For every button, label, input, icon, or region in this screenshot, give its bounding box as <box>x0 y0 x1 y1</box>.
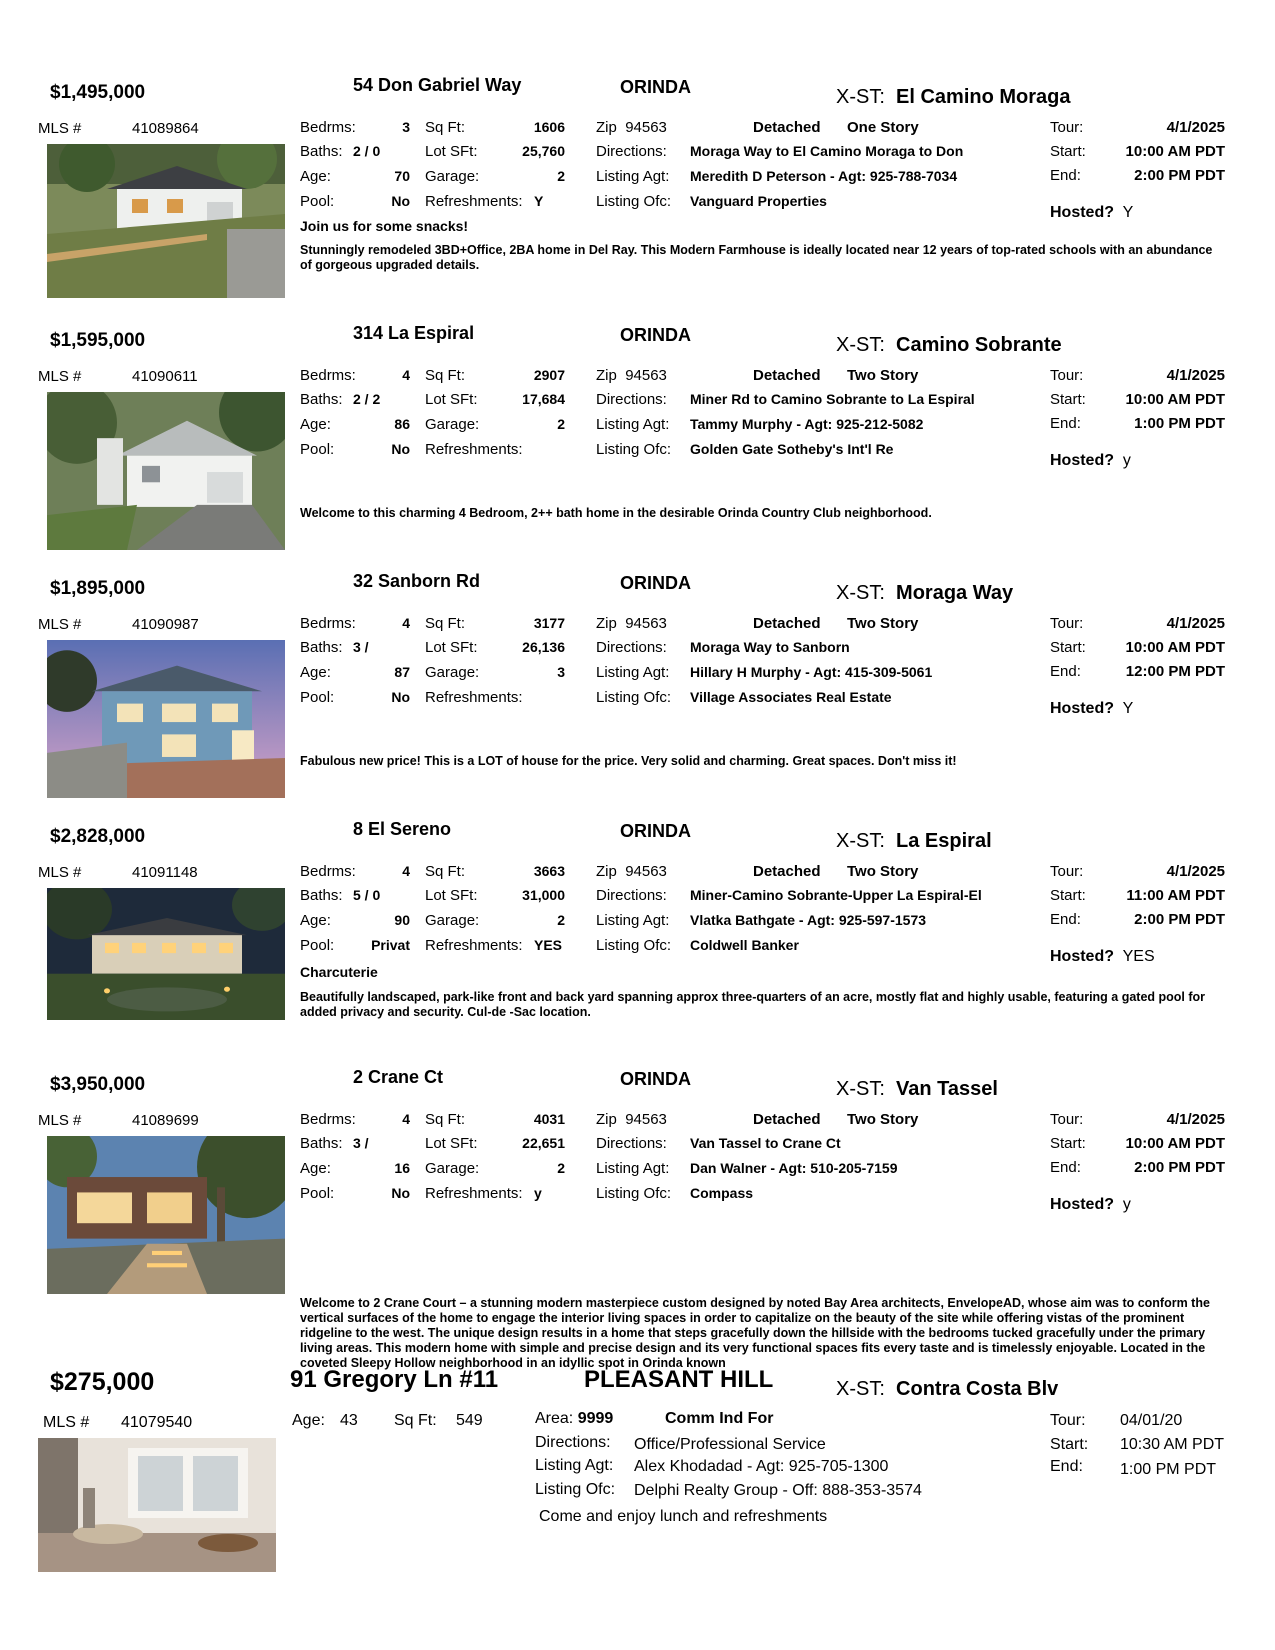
hosted <box>1050 204 1133 222</box>
listing-price: $1,595,000 <box>50 330 146 351</box>
listing-address: 91 Gregory Ln #11 <box>290 1366 499 1393</box>
start-value: 10:00 AM PDT <box>1125 639 1225 656</box>
end-value: 12:00 PM PDT <box>1125 663 1225 680</box>
age-label: Age: <box>300 1160 331 1177</box>
zip-label: Zip 94563 <box>596 367 667 384</box>
directions-label: Directions: <box>596 1135 667 1152</box>
open-house-note: Charcuterie <box>300 964 378 980</box>
tour-label: Tour: <box>1050 367 1084 384</box>
listing-office-value: Village Associates Real Estate <box>690 689 892 705</box>
zip-label: Zip 94563 <box>596 863 667 880</box>
age-label: Age: <box>300 168 331 185</box>
listing-agent-value: Meredith D Peterson - Agt: 925-788-7034 <box>690 168 958 184</box>
bedrms-label: Bedrms: <box>300 615 356 632</box>
directions-value: Moraga Way to El Camino Moraga to Don <box>690 143 964 159</box>
pool-value: No <box>391 193 410 209</box>
age-label: Age: <box>300 416 331 433</box>
tour-label: Tour: <box>1050 1412 1086 1429</box>
baths-label: Baths: <box>300 639 343 656</box>
age-value: 86 <box>394 416 410 432</box>
directions-label: Directions: <box>596 887 667 904</box>
age-value: 87 <box>394 664 410 680</box>
mls-label: MLS # <box>38 368 82 385</box>
end-label: End: <box>1050 1458 1083 1475</box>
start-value: 10:00 AM PDT <box>1125 143 1225 160</box>
end-label: End: <box>1050 911 1081 928</box>
tour-label: Tour: <box>1050 119 1084 136</box>
listing-price: $3,950,000 <box>50 1074 146 1095</box>
age-value: 43 <box>340 1412 358 1429</box>
listing-agent-label: Listing Agt: <box>596 912 670 929</box>
pool-value: Privat <box>371 937 410 953</box>
listing-card-2 <box>0 248 1275 520</box>
baths-value: 2 / 0 <box>353 143 381 159</box>
zip-value: 94563 <box>625 863 667 880</box>
property-story: Two Story <box>847 863 919 880</box>
start-label: Start: <box>1050 1436 1089 1453</box>
sqft-value: 3663 <box>533 863 565 879</box>
lot-sft-label: Lot SFt: <box>425 639 478 656</box>
tour-label: Tour: <box>1050 1111 1084 1128</box>
cross-street-value: El Camino Moraga <box>896 86 1071 108</box>
refreshments-value: y <box>534 1185 542 1201</box>
listing-card-3 <box>0 496 1275 768</box>
listing-card-1 <box>0 0 1275 272</box>
directions-label: Directions: <box>596 391 667 408</box>
lot-sft-value: 25,760 <box>522 143 565 159</box>
sqft-label: Sq Ft: <box>425 119 466 136</box>
sqft-value: 1606 <box>533 119 565 135</box>
listing-card-pleasant-hill <box>0 1366 1275 1650</box>
listing-agent-label: Listing Agt: <box>596 1160 670 1177</box>
bedrms-value: 4 <box>402 615 410 631</box>
property-story: One Story <box>847 119 919 136</box>
end-value: 1:00 PM PDT <box>1120 1461 1217 1478</box>
listing-agent-label: Listing Agt: <box>535 1457 614 1474</box>
zip-label: Zip 94563 <box>596 615 667 632</box>
end-label: End: <box>1050 415 1081 432</box>
property-photo <box>38 1438 276 1572</box>
listing-office-label: Listing Ofc: <box>596 689 672 706</box>
lot-sft-value: 31,000 <box>522 887 565 903</box>
listing-agent-value: Hillary H Murphy - Agt: 415-309-5061 <box>690 664 933 680</box>
sqft-label: Sq Ft: <box>425 1111 466 1128</box>
zip-value: 94563 <box>625 119 667 136</box>
mls-number: 41079540 <box>121 1414 193 1431</box>
property-type: Detached <box>753 615 821 632</box>
end-value: 2:00 PM PDT <box>1134 167 1225 184</box>
cross-street <box>836 1378 1058 1401</box>
listing-address: 314 La Espiral <box>353 323 475 343</box>
directions-label: Directions: <box>596 143 667 160</box>
bedrms-label: Bedrms: <box>300 863 356 880</box>
bedrms-label: Bedrms: <box>300 367 356 384</box>
directions-label: Directions: <box>596 639 667 656</box>
property-type: Detached <box>753 1111 821 1128</box>
hosted <box>1050 700 1133 718</box>
listing-address: 54 Don Gabriel Way <box>353 75 522 95</box>
cross-street-label: X-ST: <box>836 334 885 356</box>
listing-office-value: Vanguard Properties <box>690 193 827 209</box>
garage-label: Garage: <box>425 664 480 681</box>
garage-label: Garage: <box>425 416 480 433</box>
hosted <box>1050 452 1131 470</box>
garage-value: 3 <box>557 664 565 680</box>
property-story: Two Story <box>847 367 919 384</box>
age-label: Age: <box>300 912 331 929</box>
tour-label: Tour: <box>1050 615 1084 632</box>
baths-value: 3 / <box>353 639 369 655</box>
garage-label: Garage: <box>425 168 480 185</box>
listing-address: 32 Sanborn Rd <box>353 571 481 591</box>
listing-description: Beautifully landscaped, park-like front and back yard spanning approx three-quarters of an acre, mostly flat and highly usable, featuring a gated pool for added privacy and security. Cul-de -Sac location. <box>300 990 1206 1019</box>
end-value: 1:00 PM PDT <box>1134 415 1225 432</box>
sqft-value: 4031 <box>533 1111 565 1127</box>
lot-sft-value: 17,684 <box>522 391 565 407</box>
baths-value: 3 / <box>353 1135 369 1151</box>
pool-value: No <box>391 1185 410 1201</box>
sqft-value: 3177 <box>533 615 565 631</box>
listing-address: 8 El Sereno <box>353 819 452 839</box>
sqft-label: Sq Ft: <box>425 615 466 632</box>
listing-agent-label: Listing Agt: <box>596 416 670 433</box>
cross-street-label: X-ST: <box>836 582 885 604</box>
hosted-label: Hosted? <box>1050 700 1114 717</box>
baths-label: Baths: <box>300 887 343 904</box>
start-label: Start: <box>1050 887 1086 904</box>
cross-street <box>836 86 1071 109</box>
cross-street-value: Camino Sobrante <box>896 334 1062 356</box>
listing-card-5 <box>0 992 1275 1370</box>
listing-price: $275,000 <box>50 1368 155 1396</box>
baths-label: Baths: <box>300 143 343 160</box>
listing-office-value: Compass <box>690 1185 754 1201</box>
start-value: 10:00 AM PDT <box>1125 391 1225 408</box>
property-photo <box>47 1136 285 1294</box>
listing-agent-value: Alex Khodadad - Agt: 925-705-1300 <box>634 1458 889 1475</box>
lot-sft-value: 22,651 <box>522 1135 565 1151</box>
hosted <box>1050 948 1155 966</box>
category: Comm Ind For <box>665 1410 774 1427</box>
listing-city: ORINDA <box>620 325 691 345</box>
lot-sft-label: Lot SFt: <box>425 391 478 408</box>
hosted-value: y <box>1122 1196 1131 1213</box>
bedrms-value: 4 <box>402 367 410 383</box>
listing-agent-label: Listing Agt: <box>596 664 670 681</box>
lot-sft-label: Lot SFt: <box>425 1135 478 1152</box>
zip-label: Zip 94563 <box>596 119 667 136</box>
cross-street <box>836 830 992 853</box>
refreshments-value: YES <box>534 937 563 953</box>
listing-price: $1,895,000 <box>50 578 146 599</box>
directions-value: Office/Professional Service <box>634 1436 826 1453</box>
cross-street-label: X-ST: <box>836 86 885 108</box>
listing-city: ORINDA <box>620 1069 691 1089</box>
age-value: 90 <box>394 912 410 928</box>
area-value: 9999 <box>577 1410 614 1427</box>
listing-office-label: Listing Ofc: <box>596 193 672 210</box>
zip-value: 94563 <box>625 615 667 632</box>
lot-sft-value: 26,136 <box>522 639 565 655</box>
cross-street-value: La Espiral <box>896 830 992 852</box>
listing-card-4 <box>0 744 1275 1019</box>
baths-label: Baths: <box>300 1135 343 1152</box>
directions-value: Moraga Way to Sanborn <box>690 639 850 655</box>
hosted <box>1050 1196 1131 1214</box>
pool-label: Pool: <box>300 937 335 954</box>
listing-city: PLEASANT HILL <box>584 1366 774 1393</box>
cross-street-value: Van Tassel <box>896 1078 998 1100</box>
directions-value: Miner-Camino Sobrante-Upper La Espiral-El <box>690 887 982 903</box>
zip-label: Zip 94563 <box>596 1111 667 1128</box>
directions-value: Miner Rd to Camino Sobrante to La Espiral <box>690 391 975 407</box>
listing-description: Welcome to 2 Crane Court – a stunning modern masterpiece custom designed by noted Bay Area architects, EnvelopeAD, whose aim was to conform the vertical surfaces of the home to engage the interior living spaces in order to capitalize on the beauty of the site while offering vistas of the prominent ridgeline to the west. The unique design results in a home that steps gracefully down the hillside with the bedrooms tucked gracefully under the primary living areas. This modern home with simple and precise design and its very functional spaces fits every taste and is timelessly enjoyable. Located in the coveted Sleepy Hollow neighborhood in an idyllic spot in Orinda known <box>300 1296 1210 1370</box>
pool-label: Pool: <box>300 1185 335 1202</box>
listing-office-value: Delphi Realty Group - Off: 888-353-3574 <box>634 1482 922 1499</box>
listing-agent-value: Tammy Murphy - Agt: 925-212-5082 <box>690 416 924 432</box>
property-type: Detached <box>753 119 821 136</box>
remarks: Come and enjoy lunch and refreshments <box>539 1508 828 1525</box>
hosted-value: Y <box>1122 204 1134 221</box>
listing-city: ORINDA <box>620 821 691 841</box>
property-type: Detached <box>753 863 821 880</box>
end-label: End: <box>1050 663 1081 680</box>
tour-value: 04/01/20 <box>1120 1412 1183 1429</box>
pool-value: No <box>391 441 410 457</box>
zip-value: 94563 <box>625 1111 667 1128</box>
sqft-label: Sq Ft: <box>425 863 466 880</box>
open-house-note: Join us for some snacks! <box>300 218 469 234</box>
refreshments-label: Refreshments: <box>425 193 523 210</box>
cross-street-label: X-ST: <box>836 1378 885 1400</box>
property-story: Two Story <box>847 615 919 632</box>
tour-value: 4/1/2025 <box>1166 615 1225 632</box>
mls-number: 41089699 <box>132 1112 199 1129</box>
directions-label: Directions: <box>535 1434 611 1451</box>
bedrms-value: 4 <box>402 863 410 879</box>
cross-street <box>836 582 1013 605</box>
hosted-value: Y <box>1122 700 1134 717</box>
mls-number: 41090611 <box>132 368 198 385</box>
refreshments-label: Refreshments: <box>425 937 523 954</box>
sqft-label: Sq Ft: <box>425 367 466 384</box>
mls-label: MLS # <box>43 1414 90 1431</box>
hosted-value: YES <box>1122 948 1155 965</box>
tour-value: 4/1/2025 <box>1166 367 1225 384</box>
refreshments-label: Refreshments: <box>425 1185 523 1202</box>
hosted-value: y <box>1122 452 1131 469</box>
age-value: 16 <box>394 1160 410 1176</box>
tour-value: 4/1/2025 <box>1166 1111 1225 1128</box>
start-label: Start: <box>1050 143 1086 160</box>
listing-price: $1,495,000 <box>50 82 146 103</box>
cross-street <box>836 334 1062 357</box>
area-label: Area: 9999 <box>535 1410 614 1427</box>
lot-sft-label: Lot SFt: <box>425 143 478 160</box>
start-label: Start: <box>1050 639 1086 656</box>
refreshments-value: Y <box>534 193 544 209</box>
tour-value: 4/1/2025 <box>1166 119 1225 136</box>
sqft-label: Sq Ft: <box>394 1412 437 1429</box>
hosted-label: Hosted? <box>1050 948 1114 965</box>
refreshments-label: Refreshments: <box>425 441 523 458</box>
listing-office-label: Listing Ofc: <box>596 441 672 458</box>
garage-label: Garage: <box>425 912 480 929</box>
mls-number: 41091148 <box>132 864 198 881</box>
age-label: Age: <box>292 1412 325 1429</box>
listing-office-value: Coldwell Banker <box>690 937 799 953</box>
listing-office-label: Listing Ofc: <box>596 1185 672 1202</box>
directions-value: Van Tassel to Crane Ct <box>690 1135 841 1151</box>
listing-description: Fabulous new price! This is a LOT of house for the price. Very solid and charming. Great spaces. Don't miss it! <box>300 754 957 768</box>
hosted-label: Hosted? <box>1050 1196 1114 1213</box>
lot-sft-label: Lot SFt: <box>425 887 478 904</box>
zip-value: 94563 <box>625 367 667 384</box>
listing-description: Welcome to this charming 4 Bedroom, 2++ bath home in the desirable Orinda Country Club neighborhood. <box>300 506 932 520</box>
listing-office-value: Golden Gate Sotheby's Int'l Re <box>690 441 894 457</box>
start-value: 10:00 AM PDT <box>1125 1135 1225 1152</box>
pool-label: Pool: <box>300 441 335 458</box>
cross-street <box>836 1078 998 1101</box>
hosted-label: Hosted? <box>1050 452 1114 469</box>
end-label: End: <box>1050 167 1081 184</box>
baths-value: 5 / 0 <box>353 887 381 903</box>
bedrms-value: 3 <box>402 119 410 135</box>
bedrms-label: Bedrms: <box>300 119 356 136</box>
mls-number: 41090987 <box>132 616 199 633</box>
cross-street-value: Moraga Way <box>896 582 1014 604</box>
property-story: Two Story <box>847 1111 919 1128</box>
mls-number: 41089864 <box>132 120 199 137</box>
listing-address: 2 Crane Ct <box>353 1067 444 1087</box>
garage-value: 2 <box>557 416 565 432</box>
mls-label: MLS # <box>38 120 82 137</box>
pool-label: Pool: <box>300 689 335 706</box>
listing-agent-value: Dan Walner - Agt: 510-205-7159 <box>690 1160 898 1176</box>
bedrms-value: 4 <box>402 1111 410 1127</box>
bedrms-label: Bedrms: <box>300 1111 356 1128</box>
age-value: 70 <box>394 168 410 184</box>
garage-value: 2 <box>557 1160 565 1176</box>
garage-value: 2 <box>557 912 565 928</box>
end-label: End: <box>1050 1159 1081 1176</box>
cross-street-label: X-ST: <box>836 830 885 852</box>
start-label: Start: <box>1050 391 1086 408</box>
baths-value: 2 / 2 <box>353 391 381 407</box>
pool-value: No <box>391 689 410 705</box>
baths-label: Baths: <box>300 391 343 408</box>
property-type: Detached <box>753 367 821 384</box>
listing-agent-value: Vlatka Bathgate - Agt: 925-597-1573 <box>690 912 927 928</box>
cross-street-label: X-ST: <box>836 1078 885 1100</box>
listing-agent-label: Listing Agt: <box>596 168 670 185</box>
pool-label: Pool: <box>300 193 335 210</box>
sqft-value: 2907 <box>533 367 565 383</box>
listing-city: ORINDA <box>620 77 691 97</box>
tour-label: Tour: <box>1050 863 1084 880</box>
mls-label: MLS # <box>38 616 82 633</box>
listing-office-label: Listing Ofc: <box>596 937 672 954</box>
sqft-value: 549 <box>456 1412 483 1429</box>
garage-value: 2 <box>557 168 565 184</box>
start-value: 10:30 AM PDT <box>1120 1436 1225 1453</box>
mls-label: MLS # <box>38 1112 82 1129</box>
mls-label: MLS # <box>38 864 82 881</box>
listing-description: Stunningly remodeled 3BD+Office, 2BA home in Del Ray. This Modern Farmhouse is ideally located near 12 years of top-rated schools with an abundance of gorgeous upgraded details. <box>300 243 1213 272</box>
tour-value: 4/1/2025 <box>1166 863 1225 880</box>
end-value: 2:00 PM PDT <box>1134 1159 1225 1176</box>
cross-street-value: Contra Costa Blv <box>896 1378 1059 1400</box>
garage-label: Garage: <box>425 1160 480 1177</box>
listing-price: $2,828,000 <box>50 826 146 847</box>
start-label: Start: <box>1050 1135 1086 1152</box>
hosted-label: Hosted? <box>1050 204 1114 221</box>
listing-office-label: Listing Ofc: <box>535 1481 616 1498</box>
start-value: 11:00 AM PDT <box>1126 887 1225 904</box>
refreshments-label: Refreshments: <box>425 689 523 706</box>
listing-city: ORINDA <box>620 573 691 593</box>
end-value: 2:00 PM PDT <box>1134 911 1225 928</box>
age-label: Age: <box>300 664 331 681</box>
